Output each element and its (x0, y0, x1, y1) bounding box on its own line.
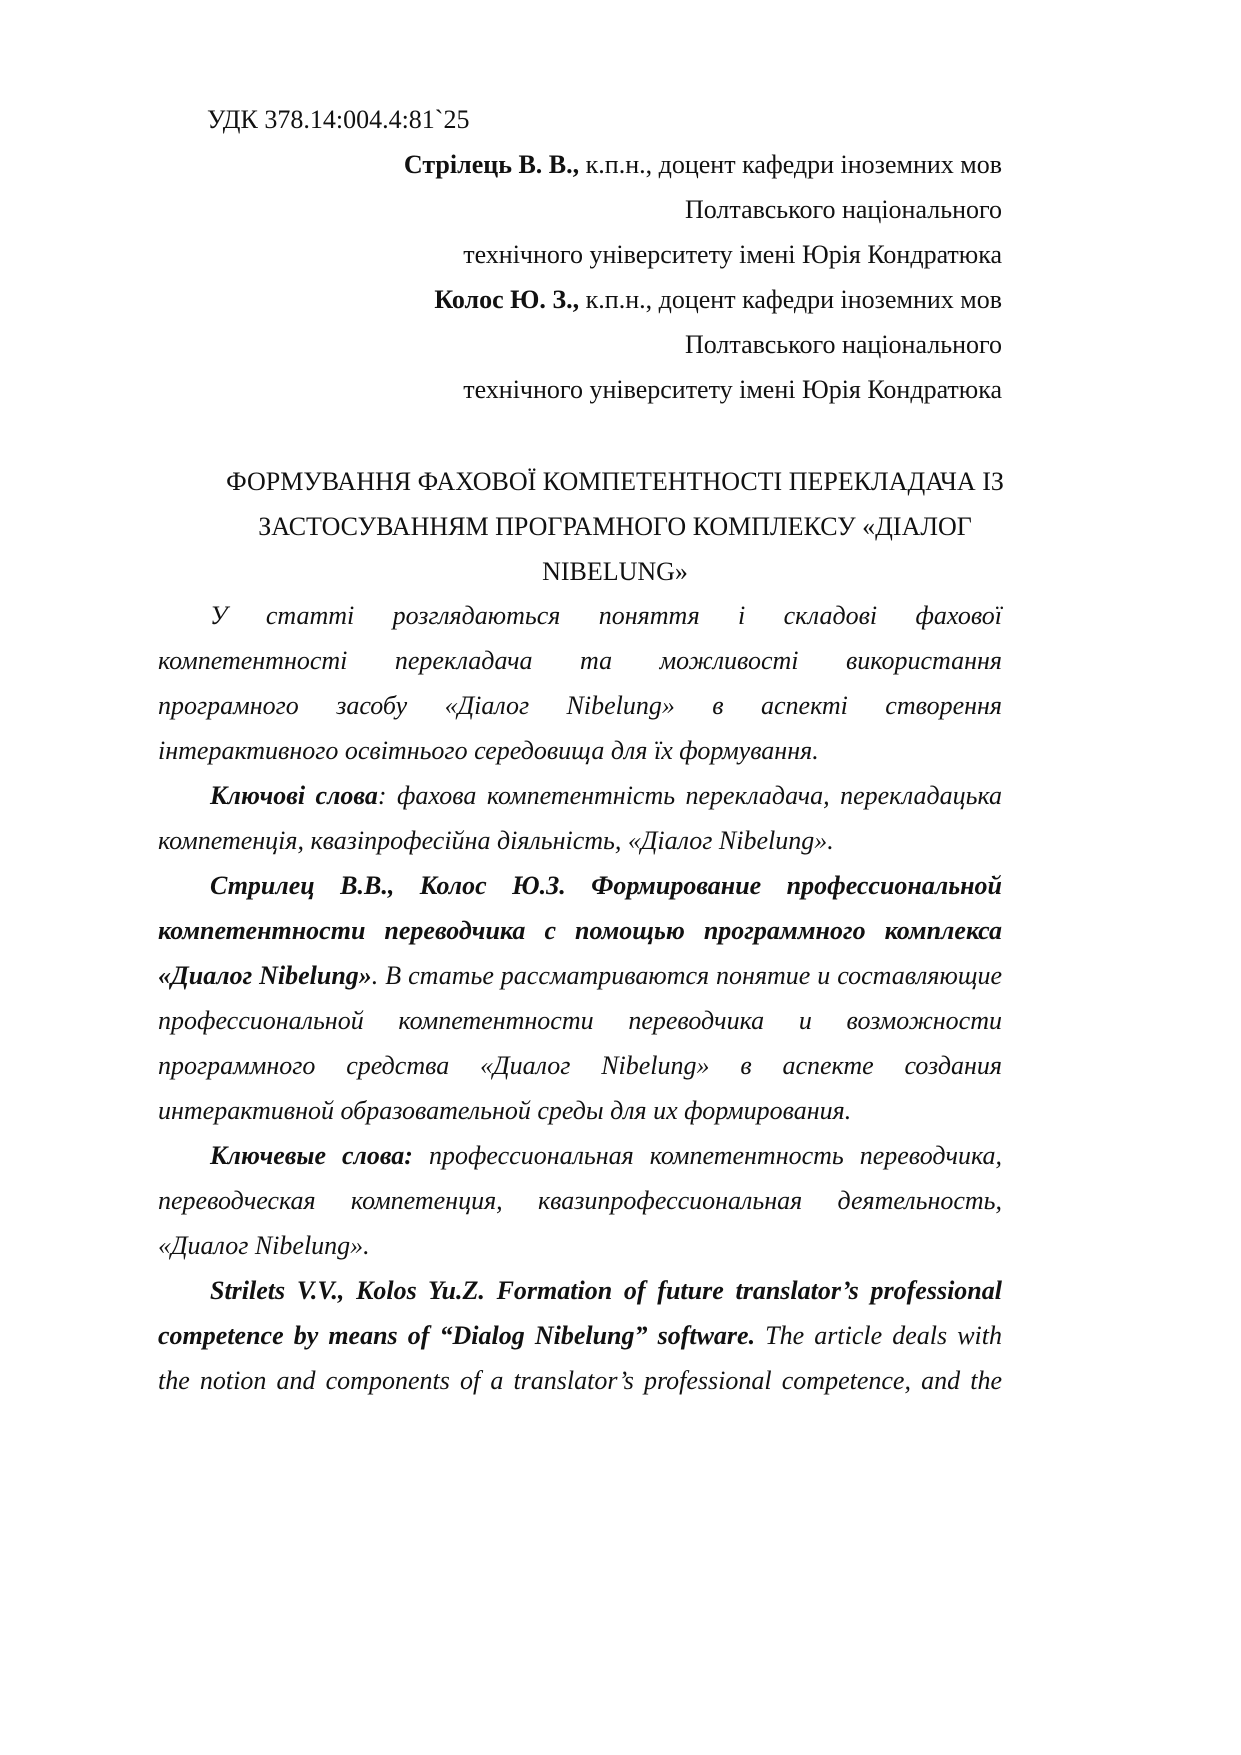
text-segment: Полтавського національного (684, 330, 1002, 359)
text-segment: : фахова компетентність перекладача, перекладацька (377, 781, 1002, 810)
article-title-line: ЗАСТОСУВАННЯМ ПРОГРАМНОГО КОМПЛЕКСУ «ДІАЛОГ (258, 512, 972, 541)
text-segment: «Диалог Nibelung». (158, 1231, 370, 1260)
keywords-uk-line (158, 821, 1002, 861)
text-segment: the notion and components of a translator’s professional competence, and the (158, 1366, 1002, 1395)
article-title-line: ФОРМУВАННЯ ФАХОВОЇ КОМПЕТЕНТНОСТІ ПЕРЕКЛАДАЧА ІЗ (226, 467, 1004, 496)
text-segment: интерактивной образовательной среды для их формирования. (158, 1096, 852, 1125)
bold-text: компетентности переводчика с помощью программного комплекса (158, 916, 1002, 945)
author-affiliation-line (176, 325, 1002, 365)
abstract-en-line (210, 1271, 1002, 1311)
text-segment: інтерактивного освітнього середовища для їх формування. (158, 736, 819, 765)
abstract-ru-line (158, 1091, 1002, 1131)
bold-text: Ключові слова (210, 781, 378, 810)
bold-text: Ключевые слова: (210, 1141, 413, 1170)
text-segment: компетентності перекладача та можливості використання (158, 646, 1002, 675)
abstract-uk-line (158, 641, 1002, 681)
author-affiliation-line (176, 280, 1002, 320)
keywords-ru-line (158, 1181, 1002, 1221)
text-segment: The article deals with (755, 1321, 1002, 1350)
text-segment: технічного університету імені Юрія Кондратюка (463, 240, 1002, 269)
article-title-line: NIBELUNG» (542, 557, 688, 586)
abstract-en-line (158, 1316, 1002, 1356)
author-affiliation-line (176, 235, 1002, 275)
text-segment: профессиональная компетентность переводчика, (412, 1141, 1002, 1170)
text-segment: Полтавського національного (684, 195, 1002, 224)
abstract-uk-line (158, 731, 1002, 771)
text-segment: технічного університету імені Юрія Кондратюка (463, 375, 1002, 404)
text-segment: переводческая компетенция, квазипрофессиональная деятельность, (158, 1186, 1002, 1215)
text-segment: к.п.н., доцент кафедри іноземних мов (579, 285, 1002, 314)
author-affiliation-line (176, 370, 1002, 410)
author-affiliation-line (176, 190, 1002, 230)
text-segment: . В статье рассматриваются понятие и составляющие (371, 961, 1002, 990)
abstract-ru-line (210, 866, 1002, 906)
text-segment: к.п.н., доцент кафедри іноземних мов (579, 150, 1002, 179)
keywords-uk-line (210, 776, 1002, 816)
bold-text: competence by means of “Dialog Nibelung” software. (158, 1321, 756, 1350)
text-segment: програмного засобу «Діалог Nibelung» в аспекті створення (158, 691, 1002, 720)
abstract-ru-line (158, 956, 1002, 996)
abstract-uk-line (158, 686, 1002, 726)
abstract-ru-line (158, 1001, 1002, 1041)
bold-text: Strilets V.V., Kolos Yu.Z. Formation of future translator’s professional (210, 1276, 1002, 1305)
text-segment: профессиональной компетентности переводчика и возможности (158, 1006, 1002, 1035)
udk-code: УДК 378.14:004.4:81`25 (207, 105, 470, 134)
keywords-ru-line (158, 1226, 1002, 1266)
abstract-en-line (158, 1361, 1002, 1401)
abstract-uk-line (210, 596, 1002, 636)
bold-text: Стрилец В.В., Колос Ю.З. Формирование профессиональной (210, 871, 1002, 900)
text-segment: У статті розглядаються поняття і складові фахової (210, 601, 1002, 630)
abstract-ru-line (158, 1046, 1002, 1086)
bold-text: Стрілець В. В., (403, 150, 580, 179)
text-segment: компетенція, квазіпрофесійна діяльність, «Діалог Nibelung». (158, 826, 834, 855)
keywords-ru-line (210, 1136, 1002, 1176)
author-affiliation-line (176, 145, 1002, 185)
bold-text: Колос Ю. З., (434, 285, 580, 314)
abstract-ru-line (158, 911, 1002, 951)
text-segment: программного средства «Диалог Nibelung» в аспекте создания (158, 1051, 1002, 1080)
bold-text: «Диалог Nibelung» (158, 961, 372, 990)
